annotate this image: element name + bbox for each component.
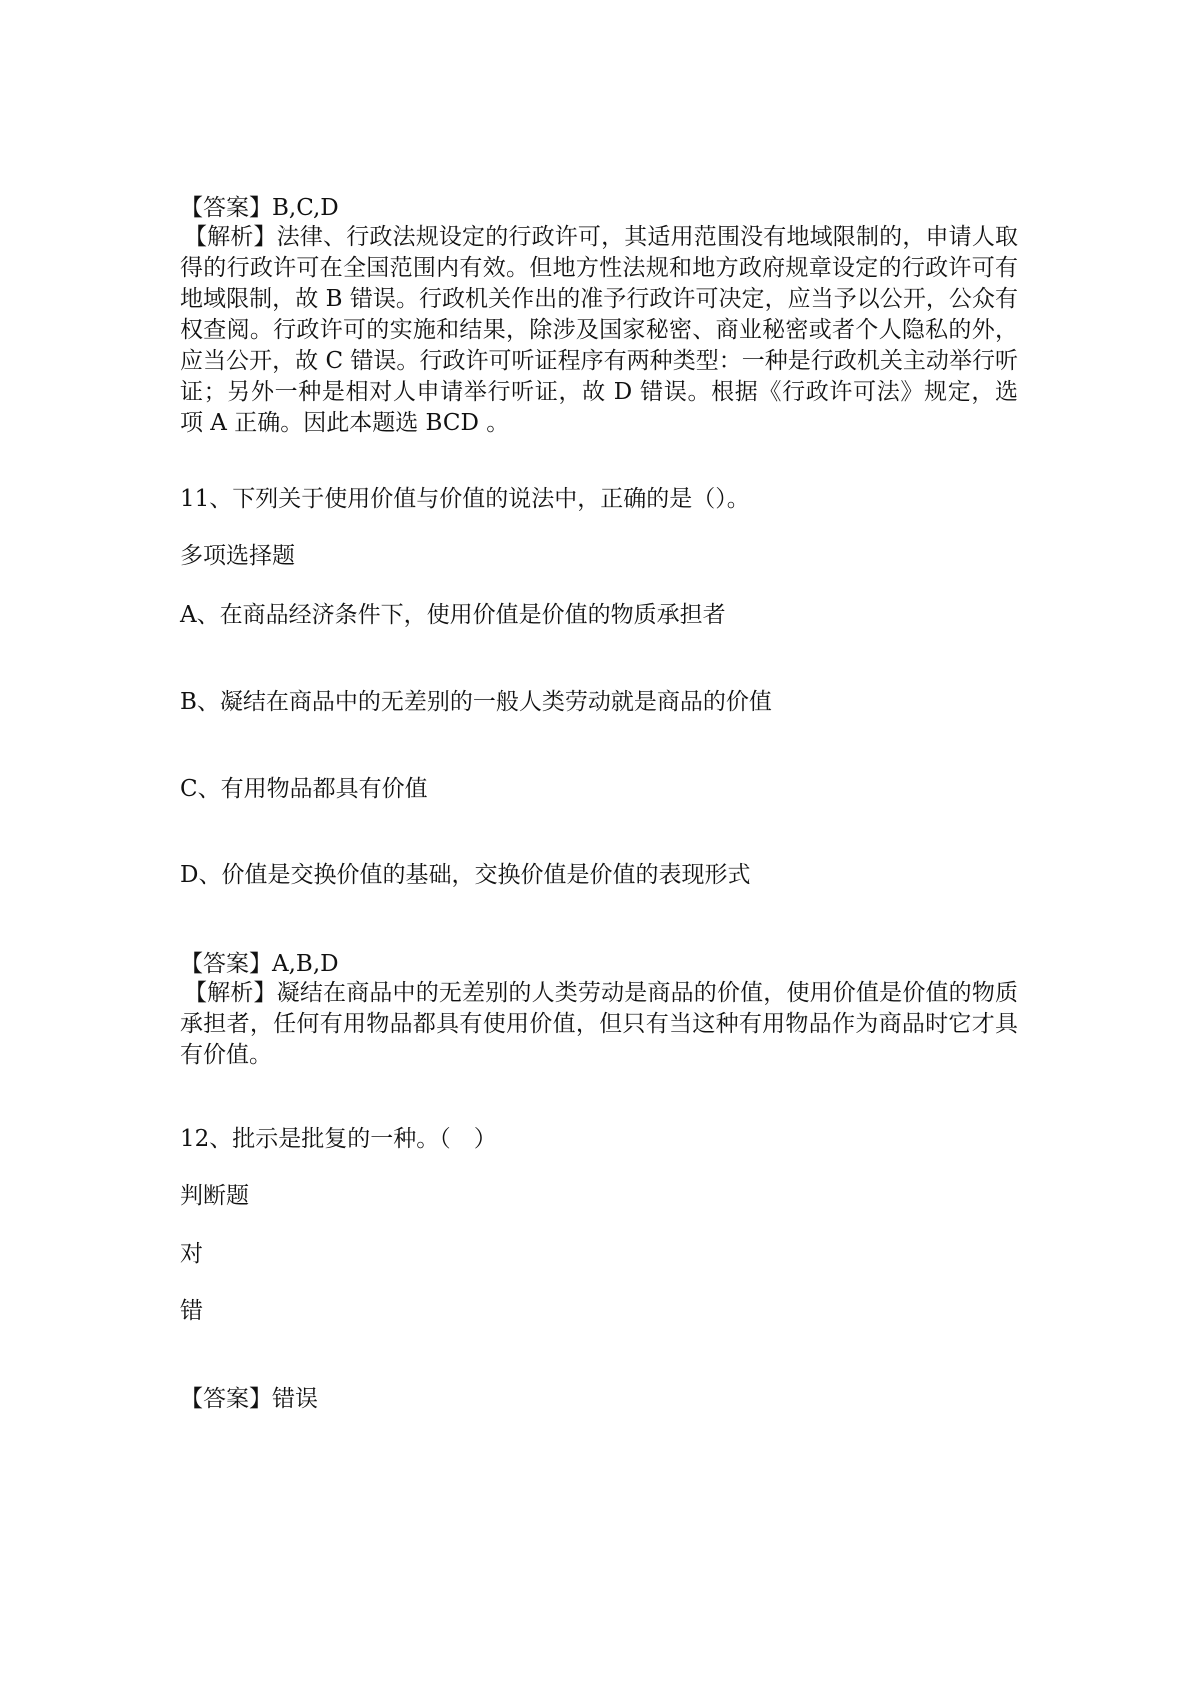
q11-option-c: C、有用物品都具有价值 (180, 776, 428, 802)
q11-question-type: 多项选择题 (180, 543, 295, 569)
q12-answer: 【答案】错误 (180, 1386, 318, 1412)
q11-option-d: D、价值是交换价值的基础，交换价值是价值的表现形式 (180, 862, 751, 888)
q12-question: 12、批示是批复的一种。（ ） (180, 1126, 497, 1152)
q10-answer: 【答案】B,C,D (180, 195, 339, 221)
q11-option-b: B、凝结在商品中的无差别的一般人类劳动就是商品的价值 (180, 689, 772, 715)
q12-option-true: 对 (180, 1241, 203, 1267)
q11-analysis: 【解析】凝结在商品中的无差别的人类劳动是商品的价值，使用价值是价值的物质承担者，任何有用物品都具有使用价值，但只有当这种有用物品作为商品时它才具有价值。 (180, 980, 1018, 1068)
q11-option-a: A、在商品经济条件下，使用价值是价值的物质承担者 (180, 602, 726, 628)
q11-question: 11、下列关于使用价值与价值的说法中，正确的是（）。 (180, 486, 750, 512)
q11-answer: 【答案】A,B,D (180, 951, 339, 977)
q10-analysis: 【解析】法律、行政法规设定的行政许可，其适用范围没有地域限制的，申请人取得的行政许可在全国范围内有效。但地方性法规和地方政府规章设定的行政许可有地域限制，故 B 错误。行政机关作出的准予行政许可决定，应当予以公开，公众有权查阅。行政许可的实施和结果，除涉及国家秘密、商业秘密或者个人隐私的外，应当公开，故 C 错误。行政许可听证程序有两种类型：一种是行政机关主动举行听证；另外一种是相对人申请举行听证，故 D 错误。根据《行政许可法》规定，选项 A 正确。因此本题选 BCD 。 (180, 224, 1018, 436)
q12-option-false: 错 (180, 1298, 203, 1324)
q12-question-type: 判断题 (180, 1183, 249, 1209)
